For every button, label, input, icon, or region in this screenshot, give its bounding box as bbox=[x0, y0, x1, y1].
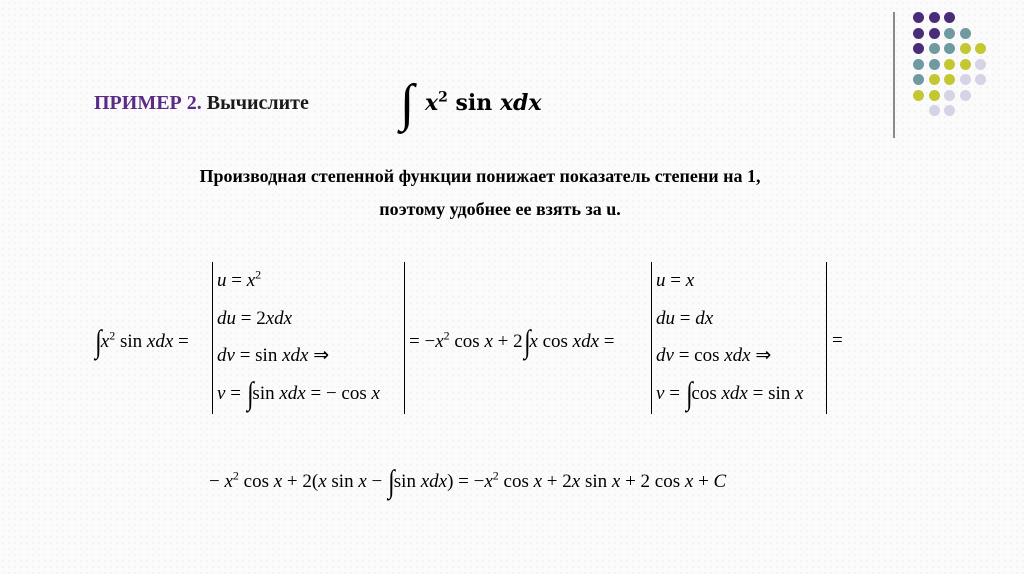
decorative-dot bbox=[960, 74, 971, 85]
example-number: ПРИМЕР 2. bbox=[94, 92, 202, 114]
decorative-dot bbox=[913, 59, 924, 70]
substitution-system-2: u = x du = dx dv = cos xdx ⇒ v = ∫cos xdx = sin x bbox=[656, 270, 804, 411]
decorative-dot bbox=[913, 28, 924, 39]
decorative-dot bbox=[944, 105, 955, 116]
decorative-dot bbox=[975, 59, 986, 70]
formula-trailing-equals: = bbox=[832, 330, 843, 351]
decorative-dot bbox=[944, 74, 955, 85]
decorative-dot bbox=[975, 74, 986, 85]
decorative-dot bbox=[960, 59, 971, 70]
substitution-system-1: $u = x^2$ du = 2xdx dv = sin xdx ⇒ v = ∫sin xdx = − cos x bbox=[217, 267, 380, 411]
decorative-dot bbox=[929, 12, 940, 23]
decorative-dot bbox=[960, 43, 971, 54]
integral-expression: $x^2$ sin xdx bbox=[425, 89, 542, 116]
final-result: − $x^2$ cos x + 2(x sin x − ∫sin $xdx) = -x^2$ cos x + 2x sin x + 2 cos x + C bbox=[209, 463, 727, 499]
decorative-dot bbox=[944, 12, 955, 23]
decorative-dot bbox=[960, 28, 971, 39]
decorative-dot bbox=[913, 74, 924, 85]
divider-line bbox=[893, 12, 895, 138]
decorative-dot bbox=[929, 105, 940, 116]
decorative-dot bbox=[929, 74, 940, 85]
integral-sign: ∫ bbox=[400, 75, 415, 132]
decorative-dot bbox=[944, 59, 955, 70]
explanation-text bbox=[0, 160, 960, 226]
example-instruction: Вычислите bbox=[201, 92, 309, 114]
substitution-bracket-left bbox=[212, 262, 213, 414]
substitution-bracket-right-2 bbox=[826, 262, 827, 414]
formula-middle: = $-x^2$ cos x + 2∫x cos xdx = bbox=[409, 323, 615, 359]
decorative-dot bbox=[913, 90, 924, 101]
explanation-line-1: Производная степенной функции понижает показатель степени на 1, bbox=[199, 166, 761, 186]
decorative-dot bbox=[913, 12, 924, 23]
decorative-dot bbox=[944, 43, 955, 54]
decorative-dot bbox=[975, 43, 986, 54]
substitution-bracket-right bbox=[404, 262, 405, 414]
formula-lhs: $\int x^2$ sin xdx = bbox=[95, 323, 189, 359]
example-title bbox=[94, 92, 309, 115]
decorative-dot bbox=[944, 90, 955, 101]
decorative-dot bbox=[929, 28, 940, 39]
decorative-dot bbox=[929, 43, 940, 54]
substitution-bracket-left-2 bbox=[651, 262, 652, 414]
decorative-dot bbox=[929, 90, 940, 101]
decorative-dot bbox=[960, 90, 971, 101]
explanation-line-2: поэтому удобнее ее взять за u. bbox=[379, 199, 621, 219]
decorative-dot bbox=[913, 43, 924, 54]
decorative-dot bbox=[944, 28, 955, 39]
decorative-dot bbox=[929, 59, 940, 70]
